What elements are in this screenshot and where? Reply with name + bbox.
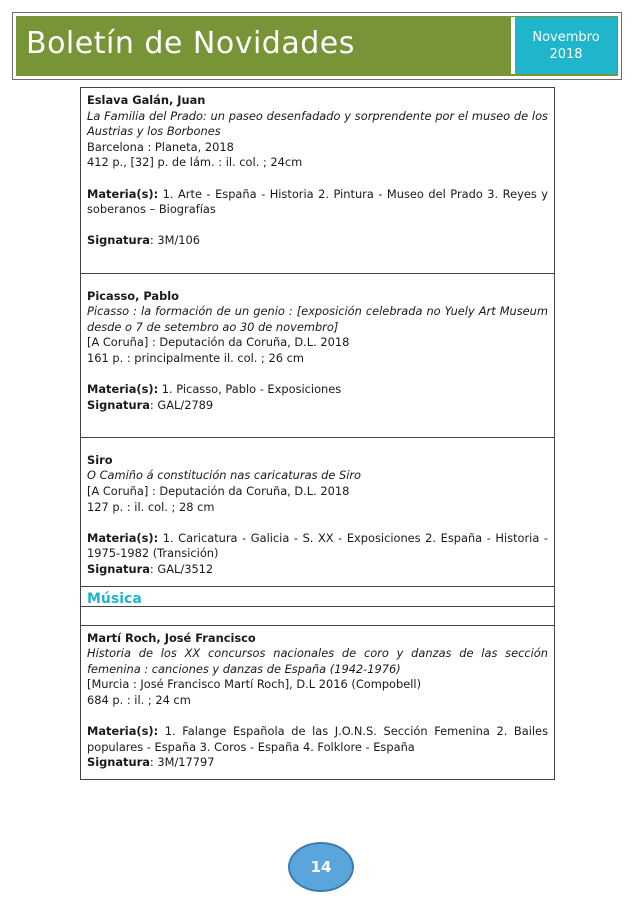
entry-author: Eslava Galán, Juan [87, 93, 206, 107]
subjects-text: 1. Arte - España - Historia 2. Pintura - Museo del Prado 3. Reyes y soberanos – Biografías [87, 186, 548, 217]
signature-value: 3M/106 [157, 233, 201, 248]
section-header-row [81, 587, 554, 607]
entry-signature: Signatura: 3M/106 [87, 233, 201, 248]
subjects-label: Materia(s): [87, 382, 159, 397]
catalog-entry [81, 88, 554, 274]
entry-signature: Signatura: GAL/3512 [87, 562, 214, 577]
date-year: 2018 [549, 46, 583, 62]
entry-author: Siro [87, 452, 113, 467]
entry-publication: [Murcia : José Francisco Martí Roch], D.L 2016 (Compobell) [87, 677, 422, 692]
page-number-badge [288, 842, 354, 892]
date-month: Novembro [532, 29, 600, 45]
signature-label: Signatura [87, 233, 150, 248]
bulletin-title: Boletín de Novidades [26, 26, 355, 61]
signature-value: GAL/2789 [157, 397, 214, 412]
entry-signature: Signatura: 3M/17797 [87, 755, 215, 770]
entry-description: 412 p., [32] p. de lám. : il. col. ; 24cm [87, 155, 303, 170]
catalog-table [80, 87, 555, 780]
entry-subjects [87, 382, 548, 398]
catalog-entry [81, 274, 554, 438]
subjects-text: 1. Picasso, Pablo - Exposiciones [161, 382, 342, 397]
subjects-text: 1. Falange Española de las J.O.N.S. Sección Femenina 2. Bailes populares - España 3. Coros - España 4. Folklore - España [87, 724, 549, 754]
entry-title: Historia de los XX concursos nacionales de coro y danzas de las sección femenina : canciones y danzas de España (1942-1976) [87, 646, 548, 676]
subjects-label: Materia(s): [87, 186, 159, 201]
subjects-label: Materia(s): [87, 530, 159, 545]
entry-title: O Camiño á constitución nas caricaturas de Siro [87, 468, 362, 483]
entry-subjects [87, 187, 548, 218]
signature-value: GAL/3512 [157, 562, 214, 577]
entry-publication: [A Coruña] : Deputación da Coruña, D.L. 2018 [87, 484, 350, 499]
entry-title: La Familia del Prado: un paseo desenfadado y sorprendente por el museo de los Austrias y los Borbones [87, 108, 548, 139]
section-title: Música [87, 590, 142, 607]
entry-description: 684 p. : il. ; 24 cm [87, 693, 191, 707]
entry-description: 127 p. : il. col. ; 28 cm [87, 499, 215, 514]
empty-row [81, 607, 554, 626]
subjects-label: Materia(s): [87, 724, 159, 739]
entry-signature: Signatura: GAL/2789 [87, 397, 214, 412]
page-number: 14 [310, 858, 332, 876]
subjects-text: 1. Caricatura - Galicia - S. XX - Exposiciones 2. España - Historia - 1975-1982 (Transición) [87, 530, 549, 561]
entry-author: Martí Roch, José Francisco [87, 630, 256, 645]
signature-label: Signatura [87, 397, 150, 412]
catalog-entry [81, 626, 554, 780]
signature-label: Signatura [87, 755, 150, 770]
entry-author: Picasso, Pablo [87, 288, 179, 303]
entry-publication: [A Coruña] : Deputación da Coruña, D.L. 2018 [87, 335, 350, 350]
signature-label: Signatura [87, 562, 150, 577]
entry-subjects [87, 531, 548, 562]
entry-title: Picasso : la formación de un genio : [exposición celebrada no Yuely Art Museum desde o 7 de setembro ao 30 de novembro] [87, 304, 548, 334]
date-box [511, 17, 617, 74]
signature-value: 3M/17797 [157, 755, 215, 770]
entry-description: 161 p. : principalmente il. col. ; 26 cm [87, 350, 304, 365]
entry-subjects [87, 724, 548, 755]
entry-publication: Barcelona : Planeta, 2018 [87, 139, 234, 154]
catalog-entry [81, 438, 554, 587]
